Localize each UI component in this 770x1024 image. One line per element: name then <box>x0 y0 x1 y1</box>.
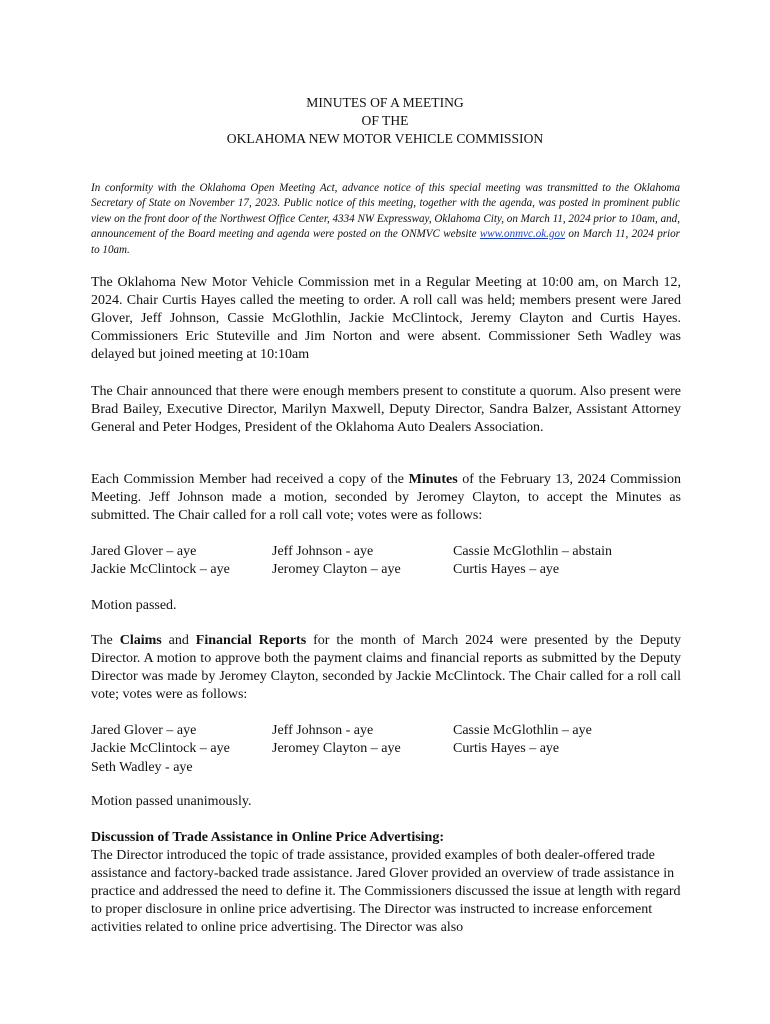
trade-assistance-paragraph: The Director introduced the topic of trade assistance, provided examples of both dealer-offered trade assistance and factory-backed trade assistance. Jared Glover provided an overview of trade assistance in practice and addressed the need to define it. The Commissioners discussed the issue at length with regard to proper disclosure in online price advertising. The Director was instructed to increase enforcement activities related to online price advertising. The Director was also <box>91 848 681 936</box>
vote-row <box>91 759 681 777</box>
vote-entry: Jackie McClintock – aye <box>91 741 230 757</box>
financial-reports-bold: Financial Reports <box>195 633 307 648</box>
vote-row <box>91 561 681 579</box>
claims-bold: Claims <box>119 633 162 648</box>
vote-entry: Curtis Hayes – aye <box>453 741 560 757</box>
vote-entry: Jeromey Clayton – aye <box>272 741 401 757</box>
title-line-2: OF THE <box>361 113 409 128</box>
claims-vote-table <box>91 722 681 777</box>
minutes-motion-result: Motion passed. <box>91 598 177 613</box>
quorum-paragraph: The Chair announced that there were enough members present to constitute a quorum. Also present were Brad Bailey, Executive Director, Marilyn Maxwell, Deputy Director, Sandra Balzer, Assistant Attorney General and Peter Hodges, President of the Oklahoma Auto Dealers Association. <box>91 384 681 436</box>
minutes-paragraph: Each Commission Member had received a copy of the Minutes of the February 13, 2024 Commission Meeting. Jeff Johnson made a motion, seconded by Jeromey Clayton, to accept the Minutes as submitted. The Chair called for a roll call vote; votes were as follows: <box>91 472 681 524</box>
vote-entry: Jackie McClintock – aye <box>91 562 230 578</box>
vote-row <box>91 722 681 740</box>
trade-assistance-heading: Discussion of Trade Assistance in Online Price Advertising: <box>91 830 444 845</box>
vote-row <box>91 543 681 561</box>
vote-entry: Cassie McGlothlin – abstain <box>453 544 613 559</box>
vote-entry: Jeff Johnson - aye <box>272 723 374 738</box>
title-line-3: OKLAHOMA NEW MOTOR VEHICLE COMMISSION <box>226 131 544 146</box>
vote-entry: Jeff Johnson - aye <box>272 544 374 559</box>
vote-entry: Cassie McGlothlin – aye <box>453 723 592 738</box>
vote-entry: Seth Wadley - aye <box>91 759 193 775</box>
vote-entry: Jared Glover – aye <box>91 723 197 738</box>
meeting-paragraph: The Oklahoma New Motor Vehicle Commission met in a Regular Meeting at 10:00 am, on March 12, 2024. Chair Curtis Hayes called the meeting to order. A roll call was held; members present were Jared Glover, Jeff Johnson, Cassie McGlothlin, Jackie McClintock, Jeremy Clayton and Curtis Hayes. Commissioners Eric Stuteville and Jim Norton and were absent. Commissioner Seth Wadley was delayed but joined meeting at 10:10am <box>91 275 681 363</box>
notice-text: In conformity with the Oklahoma Open Meeting Act, advance notice of this special meeting was transmitted to the Oklahoma Secretary of State on November 17, 2023. Public notice of this meeting, together with the agenda, was posted in prominent public view on the front door of the Northwest Office Center, 4334 NW Expressway, Oklahoma City, on March 11, 2024 prior to 10am, and, announcement of the Board meeting and agenda were posted on the ONMVC website <box>91 182 680 241</box>
minutes-bold: Minutes <box>408 472 458 487</box>
onmvc-website-link[interactable]: www.onmvc.ok.gov <box>479 228 566 241</box>
vote-entry: Jared Glover – aye <box>91 544 197 559</box>
document-title <box>0 94 770 148</box>
vote-entry: Jeromey Clayton – aye <box>272 562 401 578</box>
claims-paragraph: The Claims and Financial Reports for the month of March 2024 were presented by the Deputy Director. A motion to approve both the payment claims and financial reports as submitted by the Deputy Director was made by Jeromey Clayton, seconded by Jackie McClintock. The Chair called for a roll call vote; votes were as follows: <box>91 633 681 703</box>
title-line-1: MINUTES OF A MEETING <box>306 95 464 110</box>
vote-row <box>91 740 681 758</box>
minutes-vote-table <box>91 543 681 580</box>
meeting-notice <box>91 181 680 258</box>
claims-motion-result: Motion passed unanimously. <box>91 794 252 809</box>
vote-entry: Curtis Hayes – aye <box>453 562 560 578</box>
notice-text-end: on March 11, 2024 prior to 10am. <box>91 228 680 256</box>
